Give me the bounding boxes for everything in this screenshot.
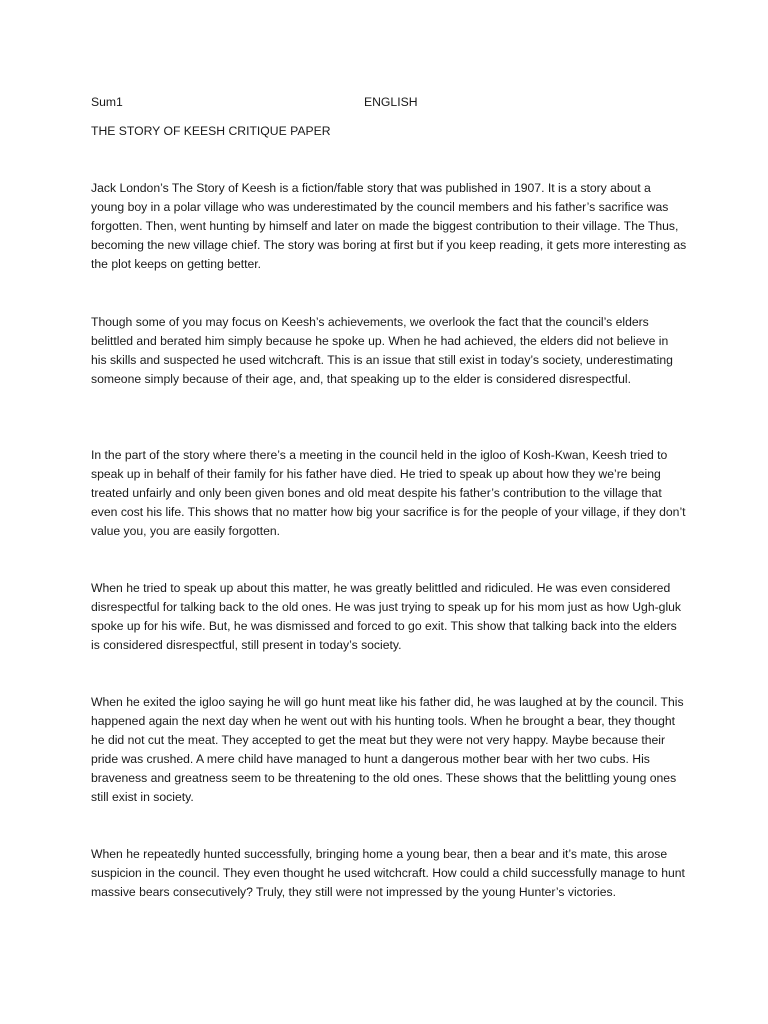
paragraph-1: Jack London’s The Story of Keesh is a fiction/fable story that was published in 1907. It is a story about a young boy in a polar village who was underestimated by the council members and his father’s sacrifice was forgotten. Then, went hunting by himself and later on made the biggest contribution to their village. The Thus, becoming the new village chief. The story was boring at first but if you keep reading, it gets more interesting as the plot keeps on getting better.: [91, 181, 687, 271]
paragraph-5: When he exited the igloo saying he will go hunt meat like his father did, he was laughed at by the council. This happened again the next day when he went out with his hunting tools. When he brought a bear, they thought he did not cut the meat. They accepted to get the meat but they were not very happy. Maybe because their pride was crushed. A mere child have managed to hunt a dangerous mother bear with her two cubs. His braveness and greatness seem to be threatening to the old ones. These shows that the belittling young ones still exist in society.: [91, 695, 684, 804]
paragraph-2: Though some of you may focus on Keesh’s achievements, we overlook the fact that the council’s elders belittled and berated him simply because he spoke up. When he had achieved, the elders did not believe in his skills and suspected he used witchcraft. This is an issue that still exist in today’s society, underestimating someone simply because of their age, and, that speaking up to the elder is considered disrespectful.: [91, 315, 673, 386]
subject-label: ENGLISH: [364, 95, 418, 109]
paragraph-3: In the part of the story where there’s a meeting in the council held in the igloo of Kosh-Kwan, Keesh tried to speak up in behalf of their family for his father have died. He tried to speak up about how they we’re being treated unfairly and only been given bones and old meat despite his father’s contribution to the village that even cost his life. This shows that no matter how big your sacrifice is for the people of your village, if they don’t value you, you are easily forgotten.: [91, 448, 686, 538]
student-name: Sum1: [91, 95, 123, 109]
paragraph-6: When he repeatedly hunted successfully, bringing home a young bear, then a bear and it’s mate, this arose suspicion in the council. They even thought he used witchcraft. How could a child successfully manage to hunt massive bears consecutively? Truly, they still were not impressed by the young Hunter’s victories.: [91, 847, 685, 899]
paragraph-4: When he tried to speak up about this matter, he was greatly belittled and ridiculed. He was even considered disrespectful for talking back to the old ones. He was just trying to speak up for his mom just as how Ugh-gluk spoke up for his wife. But, he was dismissed and forced to go exit. This show that talking back into the elders is considered disrespectful, still present in today’s society.: [91, 581, 682, 652]
document-header: [91, 93, 691, 113]
document-title: THE STORY OF KEESH CRITIQUE PAPER: [91, 124, 331, 138]
